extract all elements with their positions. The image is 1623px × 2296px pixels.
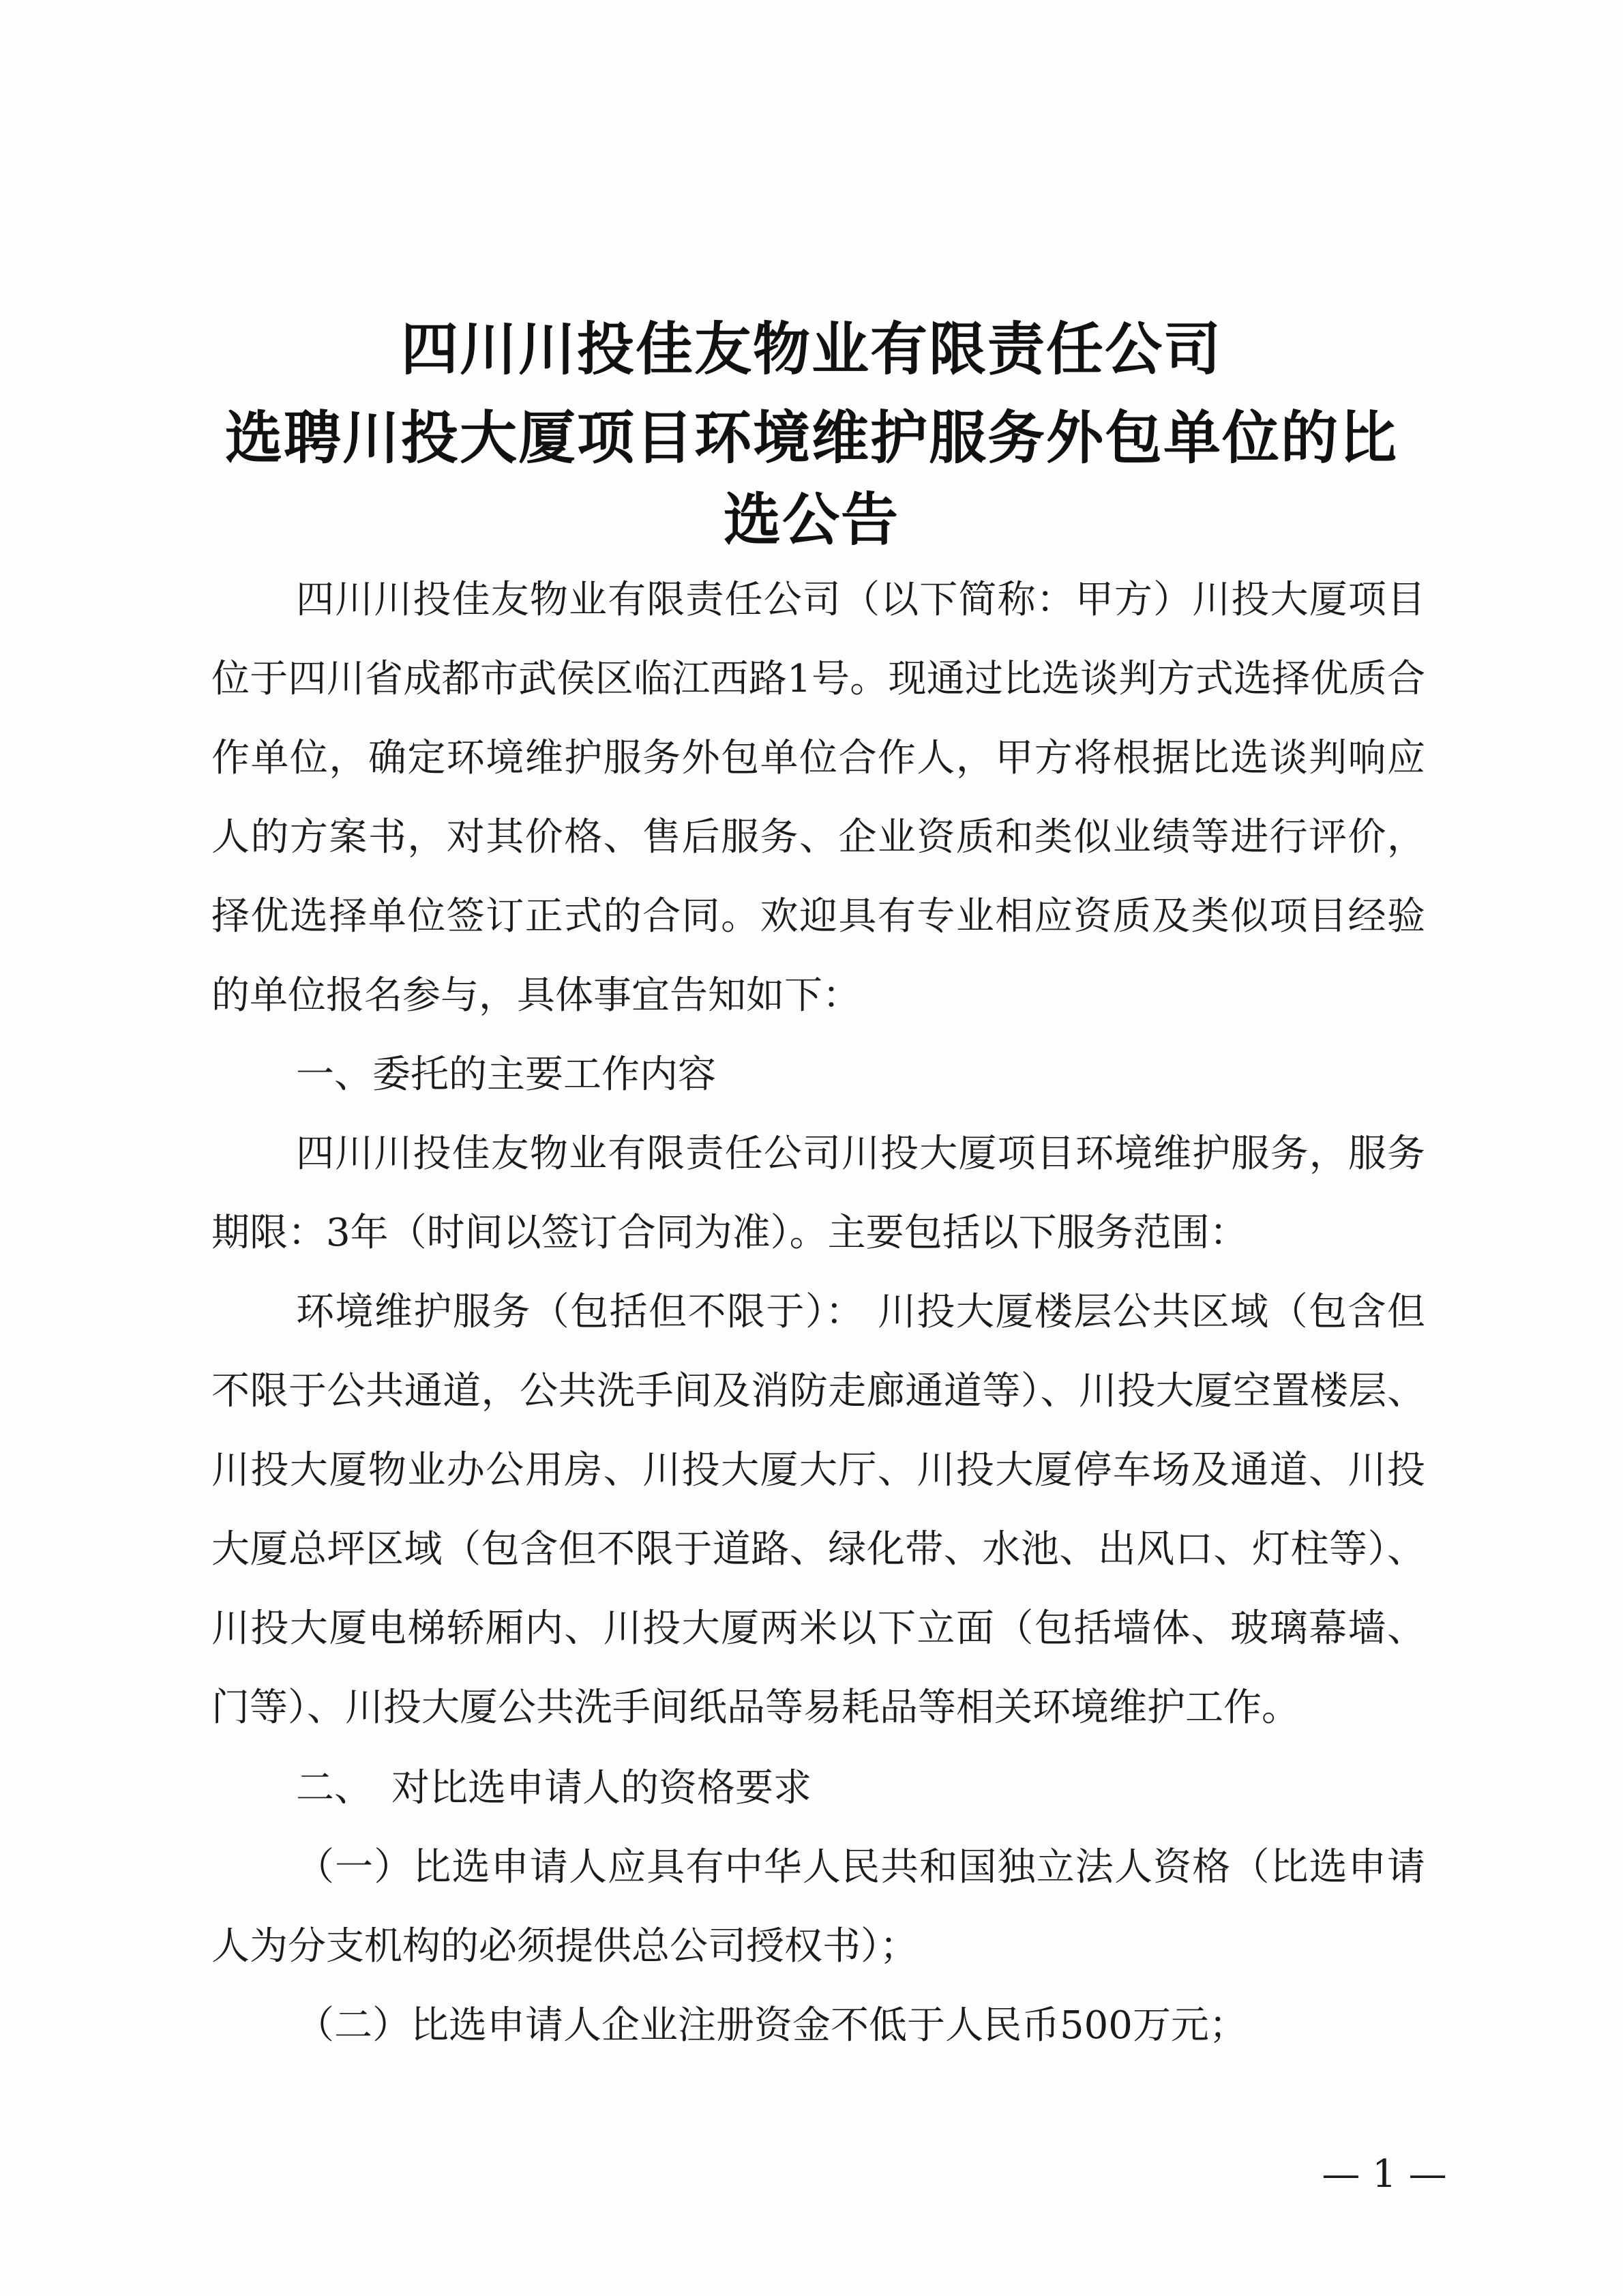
section-1-services-paragraph: 环境维护服务（包括但不限于）： 川投大厦楼层公共区域（包含但不限于公共通道，公共洗手间及消防走廊通道等）、川投大厦空置楼层、川投大厦物业办公用房、川投大厦大厅、川投大厦停车场及通道、川投大厦总坪区域（包含但不限于道路、绿化带、水池、出风口、灯柱等）、川投大厦电梯轿厢内、川投大厦两米以下立面（包括墙体、玻璃幕墙、门等）、川投大厦公共洗手间纸品等易耗品等相关环境维护工作。	[211, 1290, 1425, 1730]
title-line-1: 四川川投佳友物业有限责任公司	[400, 315, 1222, 383]
requirement-2-paragraph: （二）比选申请人企业注册资金不低于人民币500万元；	[296, 2003, 1247, 2048]
section-1-heading: 一、委托的主要工作内容	[296, 1053, 716, 1097]
title-line-3: 选公告	[723, 486, 899, 553]
requirement-1-paragraph: （一）比选申请人应具有中华人民共和国独立法人资格（比选申请人为分支机构的必须提供总公司授权书）；	[211, 1845, 1425, 1969]
intro-paragraph: 四川川投佳友物业有限责任公司（以下简称：甲方）川投大厦项目位于四川省成都市武侯区临江西路1号。现通过比选谈判方式选择优质合作单位，确定环境维护服务外包单位合作人，甲方将根据比选谈判响应人的方案书，对其价格、售后服务、企业资质和类似业绩等进行评价，择优选择单位签订正式的合同。欢迎具有专业相应资质及类似项目经验的单位报名参与，具体事宜告知如下：	[211, 578, 1425, 1018]
section-1-scope-paragraph: 四川川投佳友物业有限责任公司川投大厦项目环境维护服务，服务期限：3年（时间以签订合同为准）。主要包括以下服务范围：	[211, 1132, 1425, 1255]
page-number: — 1 —	[1322, 2152, 1447, 2196]
section-2-heading: 二、 对比选申请人的资格要求	[296, 1766, 812, 1810]
title-line-2: 选聘川投大厦项目环境维护服务外包单位的比	[224, 404, 1398, 471]
